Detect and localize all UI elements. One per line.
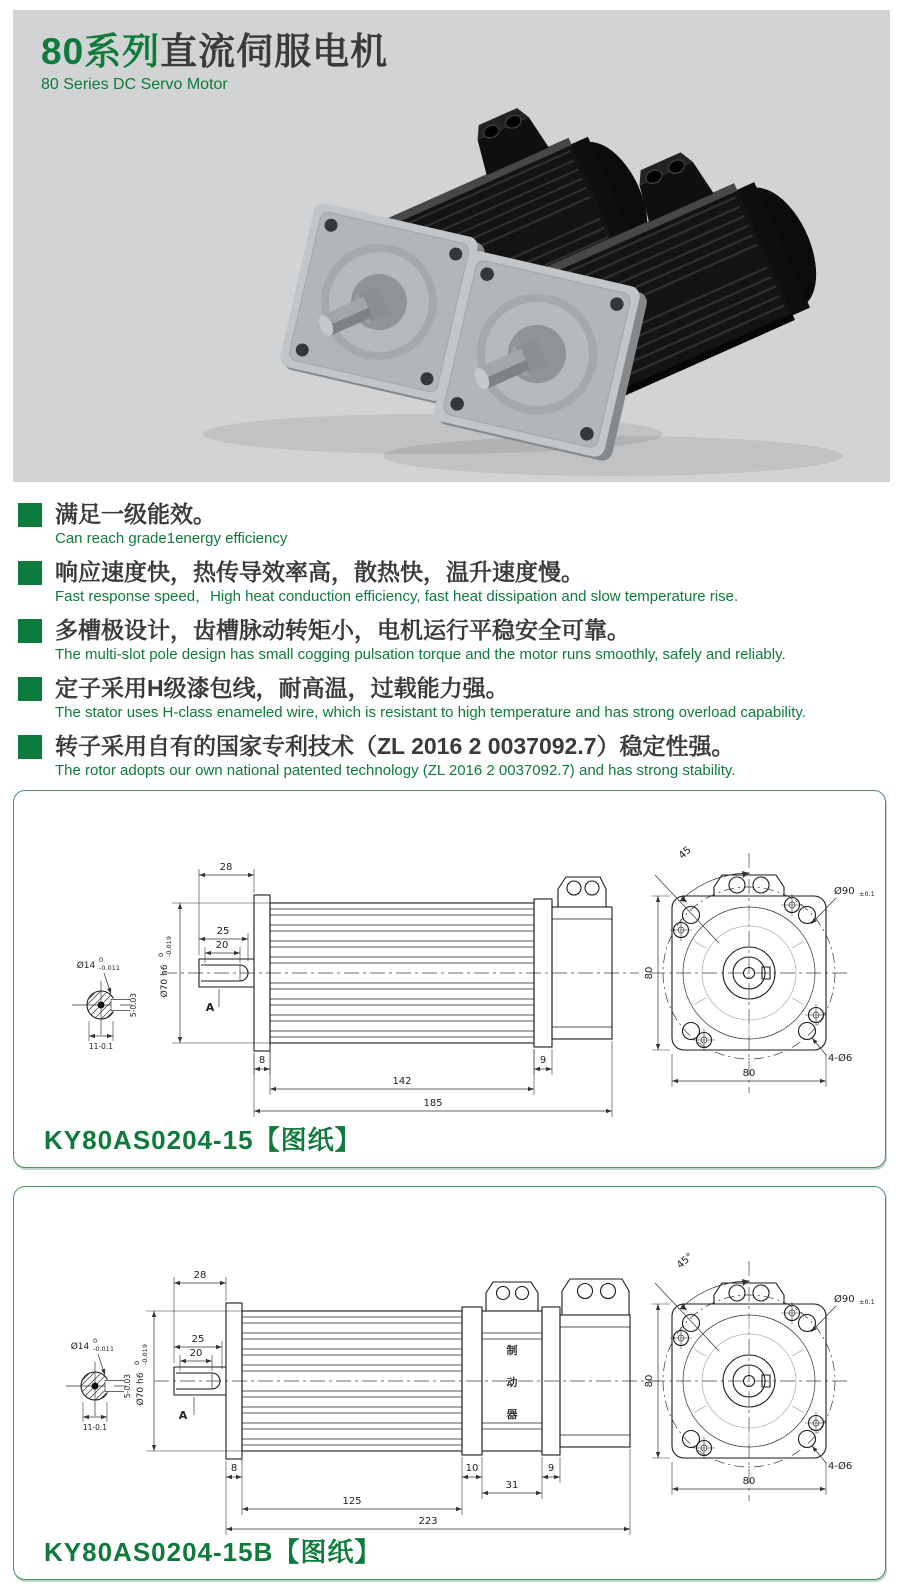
pilot-tol-hi: 0 — [133, 1360, 141, 1365]
dim-9: 9 — [539, 1055, 547, 1066]
shaft-tol-hi: 0 — [99, 956, 104, 964]
bolt-circle-tol: ±0.1 — [859, 1298, 875, 1306]
page-title-rest: 直流伺服电机 — [160, 31, 389, 72]
pilot-tol-lo: -0.019 — [141, 1344, 149, 1365]
dim-25: 25 — [216, 926, 230, 937]
feature-item — [18, 500, 886, 549]
mount-holes-label: 4-Ø6 — [828, 1461, 853, 1472]
key-width-label: 5-0.03 — [123, 1373, 132, 1399]
screw-heads — [670, 894, 827, 1051]
dim-125: 125 — [342, 1496, 362, 1507]
feature-en: The stator uses H-class enameled wire, which is resistant to high temperature and has strong overload capability. — [55, 703, 806, 721]
feature-item — [18, 616, 886, 665]
dim-45deg: 45 — [676, 844, 694, 862]
feature-item — [18, 674, 886, 723]
shaft-tol-lo: -0.011 — [93, 1345, 114, 1353]
section-mark-a: A — [178, 1409, 188, 1422]
pilot-dia-label: Ø70 h6 — [160, 964, 170, 998]
motor-side-view — [157, 862, 639, 1117]
motor-end-view — [644, 1251, 875, 1501]
dim-45deg: 45° — [675, 1251, 696, 1272]
key-width-label: 5-0.03 — [129, 992, 138, 1018]
bullet-square-icon — [18, 735, 42, 759]
key-height-label: 11-0.1 — [82, 1423, 108, 1432]
dim-80-height: 80 — [644, 966, 655, 980]
bullet-square-icon — [18, 503, 42, 527]
pilot-dia-label: Ø70 h6 — [136, 1372, 146, 1406]
feature-item — [18, 732, 886, 781]
dim-28: 28 — [219, 862, 233, 873]
title-block — [41, 32, 388, 94]
page-title-series: 80系列 — [41, 31, 161, 72]
svg-text:制: 制 — [506, 1344, 518, 1357]
product-photo-panel — [13, 10, 890, 482]
drawing-panel-ky80as0204-15b — [13, 1186, 886, 1580]
bullet-square-icon — [18, 619, 42, 643]
connector-outline — [562, 1279, 629, 1315]
dim-142: 142 — [392, 1076, 412, 1087]
servo-motors-photo — [13, 104, 890, 480]
dim-31: 31 — [505, 1480, 519, 1491]
bullet-square-icon — [18, 561, 42, 585]
drawing-panel-ky80as0204-15 — [13, 790, 886, 1168]
dim-25: 25 — [191, 1334, 205, 1345]
feature-en: Can reach grade1energy efficiency — [55, 529, 288, 547]
dim-80-width: 80 — [742, 1068, 756, 1079]
dim-9: 9 — [547, 1463, 555, 1474]
dim-8: 8 — [258, 1055, 266, 1066]
bolt-circle-label: Ø90 — [834, 1294, 855, 1305]
technical-drawing-1 — [14, 795, 885, 1131]
shaft-section-view — [66, 1337, 132, 1432]
feature-zh: 响应速度快，热传导效率高，散热快，温升速度慢。 — [55, 559, 584, 585]
dim-80-height: 80 — [644, 1374, 655, 1388]
shaft-tol-lo: -0.011 — [99, 964, 120, 972]
motor-end-view — [644, 845, 875, 1093]
shaft-section-view — [72, 956, 138, 1051]
bolt-circle-label: Ø90 — [834, 886, 855, 897]
bolt-circle-tol: ±0.1 — [859, 890, 875, 898]
connector-outline — [486, 1282, 538, 1311]
svg-text:器: 器 — [506, 1408, 518, 1421]
dim-8: 8 — [230, 1463, 238, 1474]
feature-zh: 定子采用H级漆包线，耐高温，过载能力强。 — [55, 675, 509, 701]
feature-item — [18, 558, 886, 607]
pilot-tol-hi: 0 — [157, 952, 165, 957]
shaft-dia-label: Ø14 — [70, 1342, 90, 1352]
dim-28: 28 — [193, 1270, 207, 1281]
mount-holes-label: 4-Ø6 — [828, 1053, 853, 1064]
bullet-square-icon — [18, 677, 42, 701]
brake-label — [506, 1343, 518, 1421]
drawing-caption: KY80AS0204-15B【图纸】 — [44, 1537, 382, 1567]
feature-zh: 满足一级能效。 — [55, 501, 216, 527]
shaft-tol-hi: 0 — [93, 1337, 98, 1345]
page-title — [41, 32, 388, 73]
key-height-label: 11-0.1 — [88, 1042, 114, 1051]
svg-text:动: 动 — [506, 1376, 518, 1389]
pilot-tol-lo: -0.019 — [165, 936, 173, 957]
drawing-caption: KY80AS0204-15【图纸】 — [44, 1125, 362, 1155]
feature-zh: 多槽极设计，齿槽脉动转矩小，电机运行平稳安全可靠。 — [55, 617, 630, 643]
feature-en: The rotor adopts our own national patented technology (ZL 2016 2 0037092.7) and has strong stability. — [55, 761, 736, 779]
dim-185: 185 — [423, 1098, 443, 1109]
dim-10: 10 — [465, 1463, 479, 1474]
screw-heads — [670, 1302, 827, 1459]
feature-en: Fast response speed，High heat conduction efficiency, fast heat dissipation and slow temperature rise. — [55, 587, 739, 605]
section-mark-a: A — [205, 1001, 215, 1014]
dim-20: 20 — [215, 940, 229, 951]
page-subtitle: 80 Series DC Servo Motor — [41, 75, 228, 93]
technical-drawing-2 — [14, 1191, 885, 1543]
shaft-dia-label: Ø14 — [76, 961, 96, 971]
dim-80-width: 80 — [742, 1476, 756, 1487]
feature-en: The multi-slot pole design has small cogging pulsation torque and the motor runs smoothly, safely and reliably. — [55, 645, 786, 663]
dim-20: 20 — [189, 1348, 203, 1359]
feature-zh: 转子采用自有的国家专利技术（ZL 2016 2 0037092.7）稳定性强。 — [55, 733, 735, 759]
motor-side-view-with-brake — [133, 1270, 659, 1535]
connector-outline — [558, 877, 606, 907]
dim-223: 223 — [418, 1516, 438, 1527]
